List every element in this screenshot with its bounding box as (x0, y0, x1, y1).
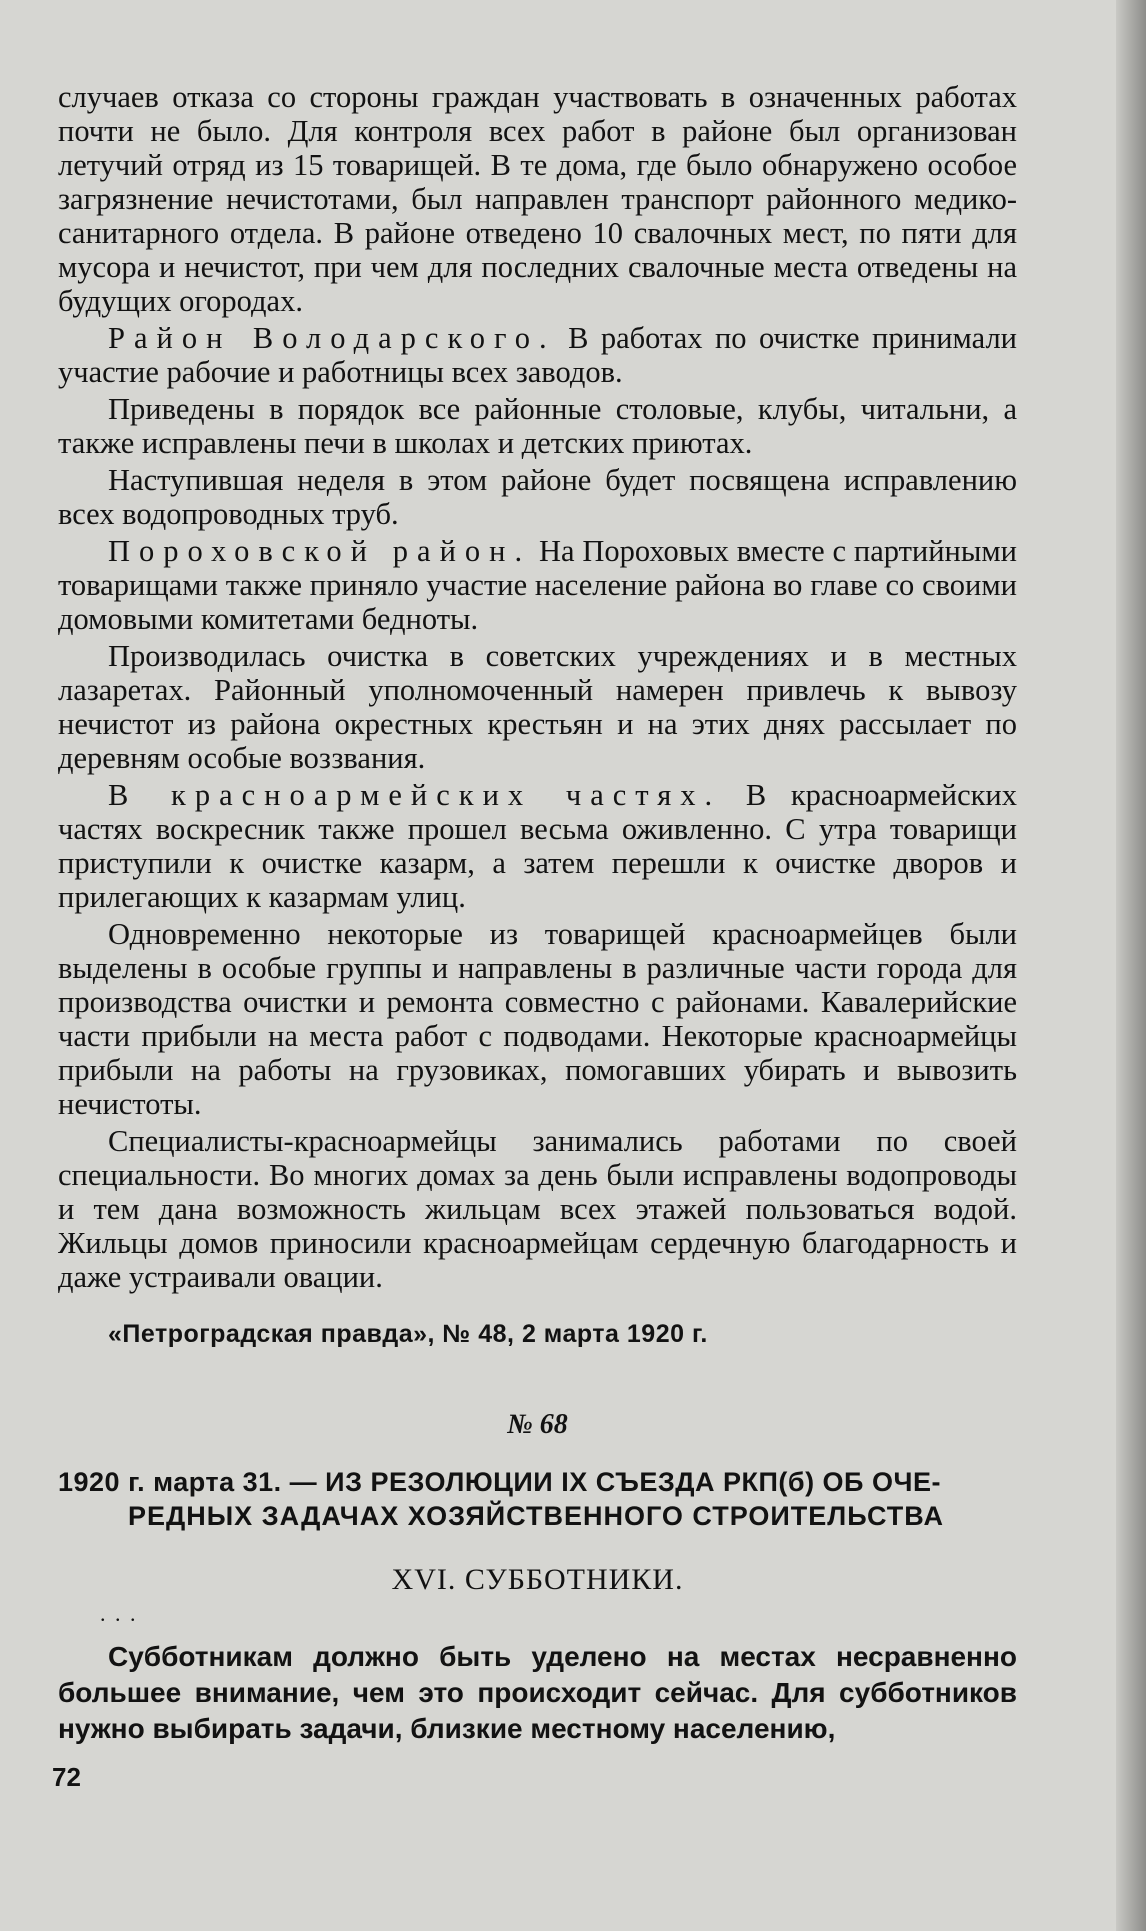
document-heading (58, 1465, 1017, 1533)
section-title: XVI. СУББОТНИКИ. (391, 1563, 684, 1596)
source-citation: «Петроградская правда», № 48, 2 марта 1920 г. (108, 1320, 708, 1348)
paragraph: Наступившая неделя в этом районе будет посвящена исправлению всех водопроводных труб. (58, 463, 1017, 531)
paragraph: Пороховской район. На Пороховых вместе с партийными товарищами также приняло участие население района во главе со своими домовыми комитетами бедноты. (58, 534, 1017, 636)
district-heading: Пороховской район. (108, 534, 532, 568)
paragraph: Производилась очистка в советских учреждениях и в местных лазаретах. Районный уполномоченный намерен привлечь к вывозу нечистот из района окрестных крестьян и на этих днях рассылает по деревням особые воззвания. (58, 639, 1017, 775)
paragraph: Одновременно некоторые из товарищей красноармейцев были выделены в особые группы и направлены в различные части города для производства очистки и ремонта совместно с районами. Кавалерийские части прибыли на места работ с подводами. Некоторые красноармейцы прибыли на работы на грузовиках, помогавших убирать и вывозить нечистоты. (58, 917, 1017, 1121)
document-date: 1920 г. марта 31. (58, 1467, 282, 1497)
paragraph: Район Володарского. В работах по очистке принимали участие рабочие и работницы всех заводов. (58, 321, 1017, 389)
document-number: № 68 (507, 1409, 568, 1440)
heading-line-1: — ИЗ РЕЗОЛЮЦИИ IX СЪЕЗДА РКП(б) ОБ ОЧЕ- (281, 1467, 941, 1497)
paragraph: случаев отказа со стороны граждан участвовать в означенных работах почти не было. Для контроля всех работ в районе был организован летучий отряд из 15 товарищей. В те дома, где было обнаружено особое загрязнение нечистотами, был направлен транспорт районного медико-санитарного отдела. В районе отведено 10 свалочных мест, по пяти для мусора и нечистот, при чем для последних свалочные места отведены на будущих огородах. (58, 80, 1017, 318)
resolution-text: Субботникам должно быть уделено на местах несравненно большее внимание, чем это происходит сейчас. Для субботников нужно выбирать задачи, близкие местному населению, (58, 1641, 1017, 1744)
paragraph: В красноармейских частях. В красноармейских частях воскресник также прошел весьма оживленно. С утра товарищи приступили к очистке казарм, а затем перешли к очистке дворов и прилегающих к казармам улиц. (58, 778, 1017, 914)
article-body (58, 80, 1017, 1294)
paragraph: Приведены в порядок все районные столовые, клубы, читальни, а также исправлены печи в школах и детских приютах. (58, 392, 1017, 460)
paragraph: Специалисты-красноармейцы занимались работами по своей специальности. Во многих домах за день были исправлены водопроводы и тем дана возможность жильцам всех этажей пользоваться водой. Жильцы домов приносили красноармейцам сердечную благодарность и даже устраивали овации. (58, 1124, 1017, 1294)
district-heading: Район Володарского. (108, 321, 556, 355)
page-edge-shadow (1116, 0, 1146, 1931)
district-heading: В красноармейских частях. (108, 778, 722, 812)
heading-line-2: РЕДНЫХ ЗАДАЧАХ ХОЗЯЙСТВЕННОГО СТРОИТЕЛЬСТВА (128, 1501, 944, 1531)
omission-mark: . . . (100, 1601, 138, 1626)
page-number: 72 (52, 1762, 81, 1792)
